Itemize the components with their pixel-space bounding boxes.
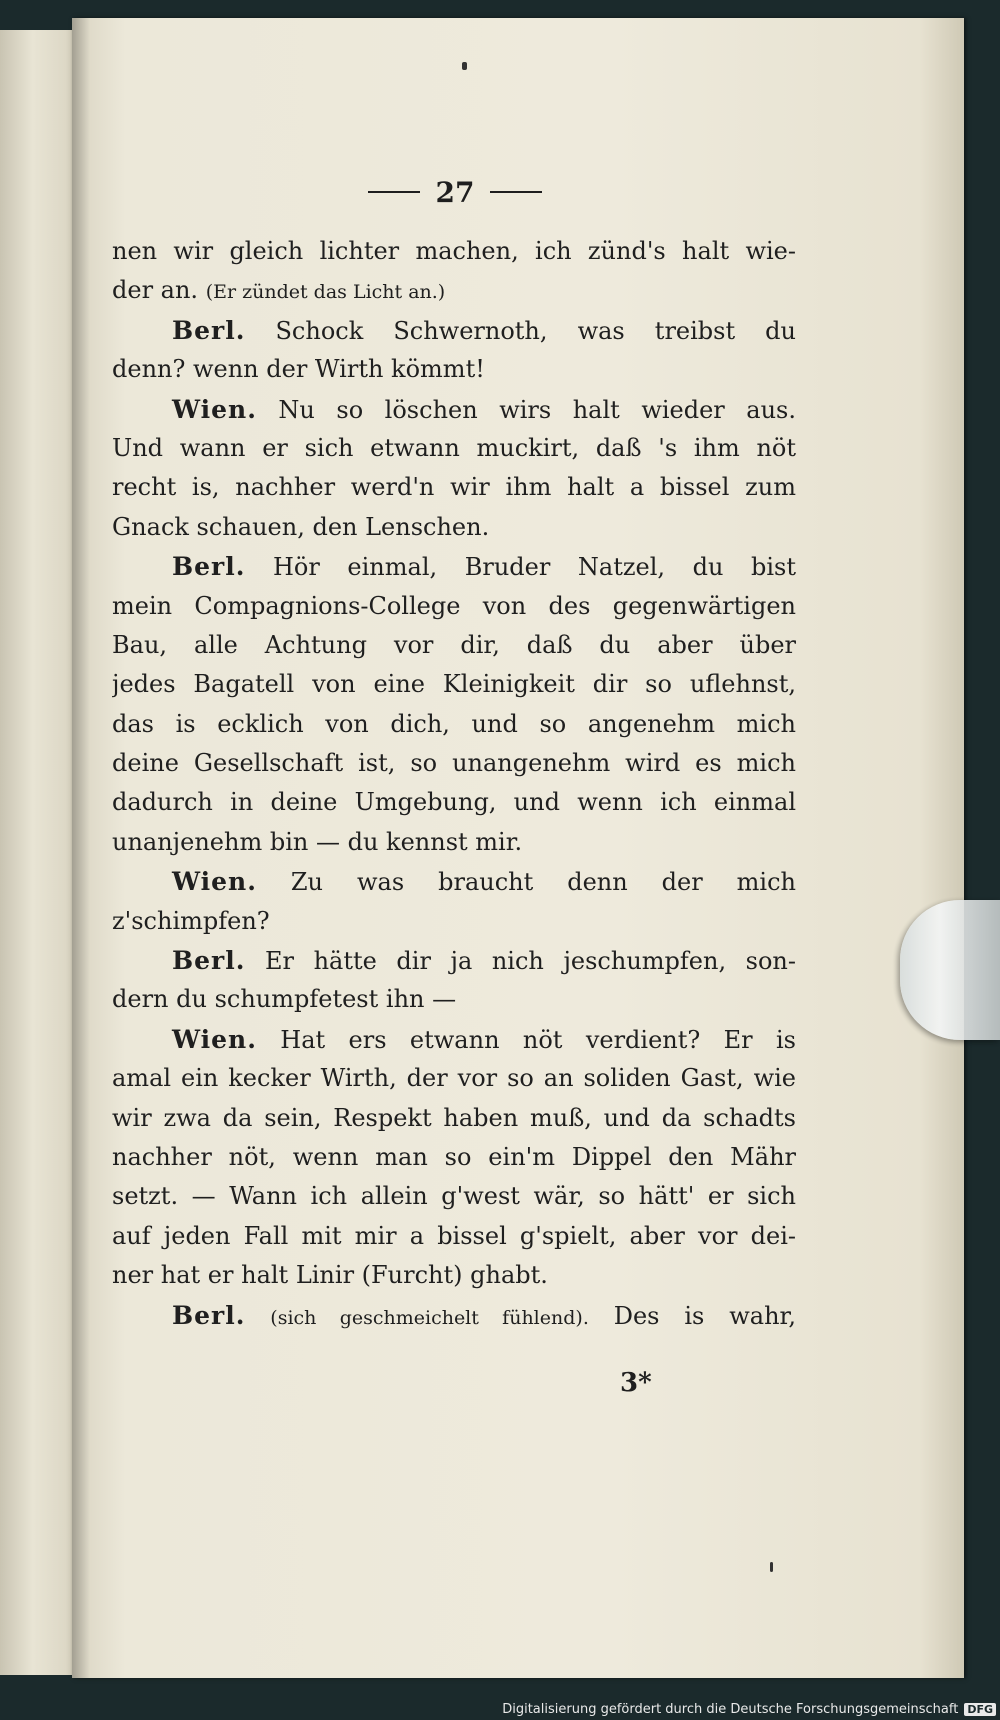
body-text [112,232,796,1335]
line-text: Hör einmal, Bruder Natzel, du bist [245,553,796,582]
text-line [112,390,796,429]
line-text: wir zwa da sein, Respekt haben muß, und da schadts [112,1103,796,1132]
line-text: deine Gesellschaft ist, so unangenehm wird es mich [112,749,796,778]
text-line [112,1020,796,1059]
text-line [112,1296,796,1335]
line-text: der an. [112,276,206,305]
line-text: Er hätte dir ja nich jeschumpfen, son- [245,947,796,976]
text-line [112,1099,796,1138]
text-line [112,508,796,547]
line-text: Bau, alle Achtung vor dir, daß du aber über [112,630,796,659]
header-rule-left [368,191,420,193]
text-line [112,1256,796,1295]
facing-page-edge [0,30,82,1675]
page-turn-handle[interactable] [900,900,1000,1040]
line-text: Nu so löschen wirs halt wieder aus. [256,395,796,424]
page-gutter-shadow [72,18,90,1678]
line-text: nachher nöt, wenn man so ein'm Dippel den Mähr [112,1142,796,1171]
text-line [112,311,796,350]
line-text: denn? wenn der Wirth kömmt! [112,355,485,384]
footer [0,1698,1000,1720]
text-line [112,980,796,1019]
line-text: unanjenehm bin — du kennst mir. [112,827,523,856]
text-line [112,1177,796,1216]
text-line [112,783,796,822]
line-text: dadurch in deine Umgebung, und wenn ich einmal [112,788,796,817]
page-header [340,172,570,212]
text-line [112,350,796,389]
line-text: Und wann er sich etwann muckirt, daß 's ihm nöt [112,433,796,462]
line-text: das is ecklich von dich, und so angenehm mich [112,709,796,738]
line-text: auf jeden Fall mit mir a bissel g'spielt, aber vor dei- [112,1221,796,1250]
speaker-name: Berl. [172,1300,246,1330]
stage-direction: (sich geschmeichelt fühlend). [270,1306,589,1329]
stage-direction: (Er zündet das Licht an.) [205,281,446,304]
line-text [245,1302,270,1330]
line-text: z'schimpfen? [112,906,270,935]
text-line [112,587,796,626]
line-text: amal ein kecker Wirth, der vor so an soliden Gast, wie [112,1064,796,1093]
text-line [112,705,796,744]
text-line [112,862,796,901]
text-line [112,902,796,941]
line-text: Des is wahr, [588,1301,796,1330]
text-line [112,744,796,783]
funding-notice: Digitalisierung gefördert durch die Deutsche Forschungsgemeinschaft [502,1701,959,1717]
text-line [112,626,796,665]
line-text: nen wir gleich lichter machen, ich zünd's halt wie- [112,237,796,265]
header-rule-right [490,191,542,193]
line-text: setzt. — Wann ich allein g'west wär, so hätt' er sich [112,1182,796,1211]
line-text: jedes Bagatell von eine Kleinigkeit dir so uflehnst, [112,670,796,699]
text-line [112,823,796,862]
text-line [112,1217,796,1256]
ink-speck [462,62,467,70]
line-text: Gnack schauen, den Lenschen. [112,512,490,541]
dfg-logo: DFG [964,1703,996,1716]
speaker-name: Wien. [172,394,257,424]
line-text: ner hat er halt Linir (Furcht) ghabt. [112,1261,548,1290]
line-text: Schock Schwernoth, was treibst du [245,316,796,345]
line-text: dern du schumpfetest ihn — [112,985,457,1014]
text-line [112,1059,796,1098]
speaker-name: Wien. [172,867,257,897]
speaker-name: Wien. [172,1024,257,1054]
ink-speck [770,1562,773,1572]
line-text: mein Compagnions-College von des gegenwärtigen [112,591,796,620]
text-line [112,429,796,468]
text-line [112,1138,796,1177]
speaker-name: Berl. [172,315,246,345]
text-line [112,547,796,586]
page-number: 27 [435,175,475,209]
text-line [112,941,796,980]
signature-mark: 3* [620,1368,652,1398]
text-line [112,271,796,310]
text-line [112,665,796,704]
line-text: Zu was braucht denn der mich [256,868,796,897]
speaker-name: Berl. [172,946,246,976]
text-line [112,232,796,271]
speaker-name: Berl. [172,552,246,582]
line-text: Hat ers etwann nöt verdient? Er is [256,1025,796,1054]
text-line [112,468,796,507]
line-text: recht is, nachher werd'n wir ihm halt a bissel zum [112,473,796,502]
